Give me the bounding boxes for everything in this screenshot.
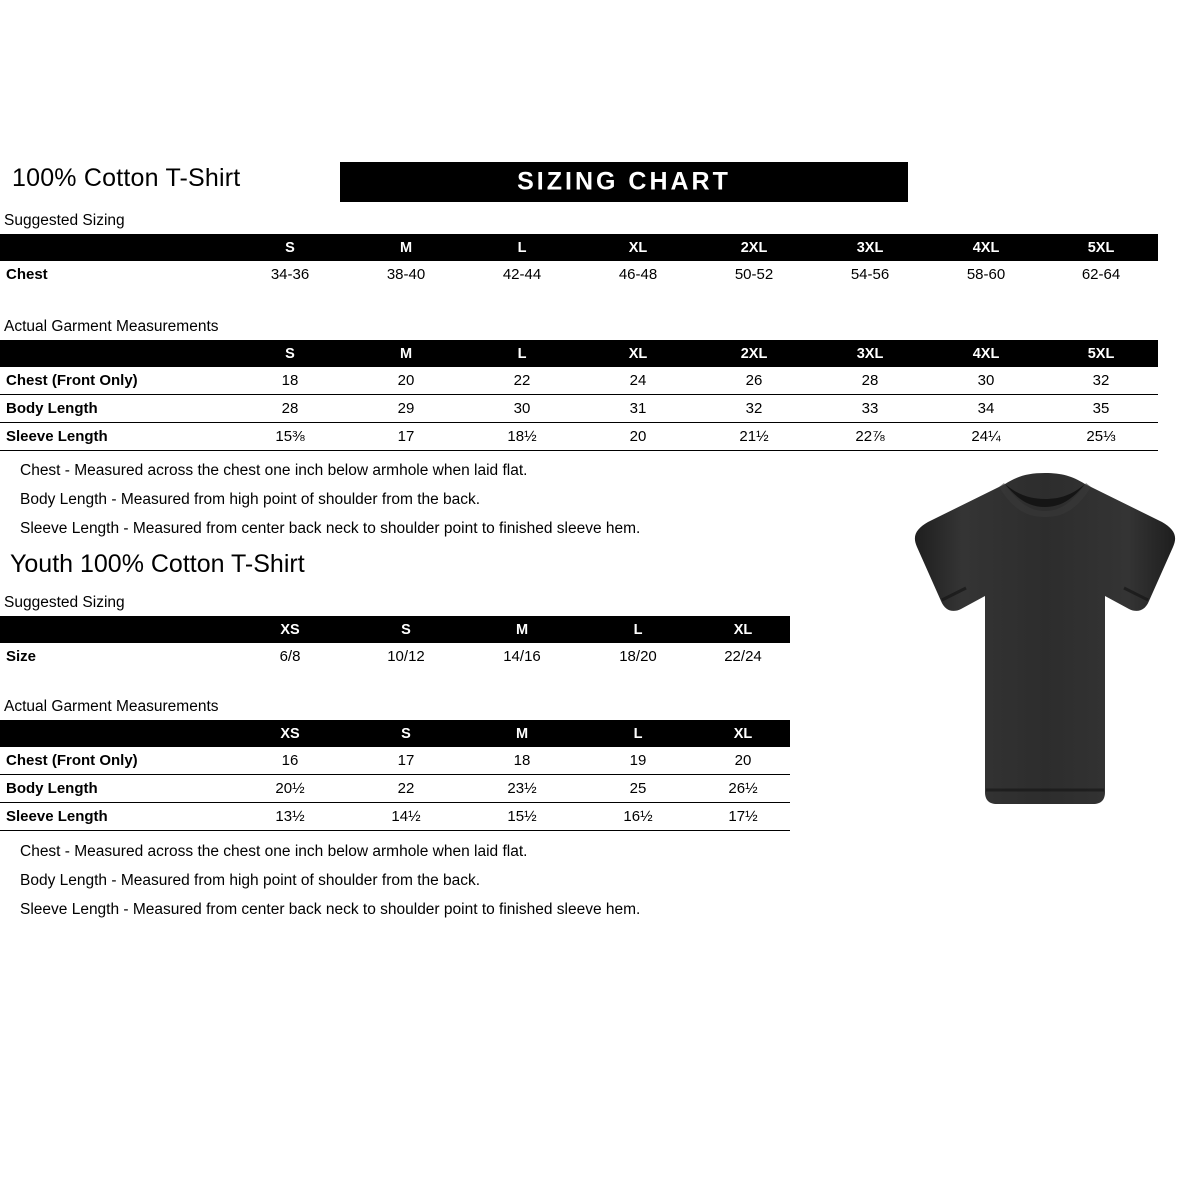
table-header-row [0, 720, 790, 747]
column-header: XL [733, 725, 753, 742]
table-row [0, 803, 790, 831]
cell-value: 32 [745, 400, 763, 417]
cell-value: 10/12 [387, 648, 425, 665]
cell-value: 20 [397, 372, 415, 389]
youth-note-chest: Chest - Measured across the chest one inch below armhole when laid flat. [20, 843, 528, 860]
table-row [0, 423, 1158, 451]
cell-value: 54-56 [850, 266, 890, 283]
cell-value: 17 [397, 428, 415, 445]
cell-value: 20 [629, 428, 647, 445]
cell-value: 34 [977, 400, 995, 417]
cell-value: 30 [513, 400, 531, 417]
youth-note-body-length: Body Length - Measured from high point of shoulder from the back. [20, 872, 481, 889]
table-header-row [0, 616, 790, 643]
cell-value: 6/8 [279, 648, 301, 665]
cell-value: 25⅓ [1086, 428, 1116, 445]
cell-value: 28 [281, 400, 299, 417]
row-label: Body Length [6, 400, 98, 417]
cell-value: 38-40 [386, 266, 426, 283]
youth-actual-measurements-label: Actual Garment Measurements [4, 698, 219, 715]
adult-section-title: 100% Cotton T-Shirt [12, 164, 241, 192]
cell-value: 17½ [728, 808, 758, 825]
cell-value: 18 [513, 752, 531, 769]
cell-value: 15⅜ [275, 428, 305, 445]
cell-value: 16½ [623, 808, 653, 825]
adult-note-sleeve-length: Sleeve Length - Measured from center back neck to shoulder point to finished sleeve hem. [20, 520, 641, 537]
youth-note-sleeve-length: Sleeve Length - Measured from center back neck to shoulder point to finished sleeve hem. [20, 901, 641, 918]
column-header: XS [280, 621, 300, 638]
row-label: Chest (Front Only) [6, 752, 138, 769]
column-header: L [633, 725, 643, 742]
sizing-chart-banner-title: SIZING CHART [517, 167, 731, 196]
cell-value: 33 [861, 400, 879, 417]
column-header: S [401, 725, 411, 742]
cell-value: 29 [397, 400, 415, 417]
cell-value: 24 [629, 372, 647, 389]
column-header: XL [628, 239, 648, 256]
column-header: 3XL [856, 239, 884, 256]
cell-value: 14½ [391, 808, 421, 825]
column-header [0, 234, 232, 261]
column-header: XL [628, 345, 648, 362]
youth-suggested-sizing-table [0, 616, 790, 670]
adult-suggested-sizing-label: Suggested Sizing [4, 212, 125, 229]
table-row [0, 643, 790, 670]
column-header: M [399, 239, 413, 256]
cell-value: 20½ [275, 780, 305, 797]
column-header [0, 616, 232, 643]
cell-value: 35 [1092, 400, 1110, 417]
cell-value: 24¼ [971, 428, 1001, 445]
cell-value: 21½ [739, 428, 769, 445]
tshirt-image [900, 470, 1190, 810]
cell-value: 23½ [507, 780, 537, 797]
row-label: Chest (Front Only) [6, 372, 138, 389]
cell-value: 20 [734, 752, 752, 769]
cell-value: 28 [861, 372, 879, 389]
column-header: L [517, 345, 527, 362]
cell-value: 46-48 [618, 266, 658, 283]
column-header: M [515, 621, 529, 638]
cell-value: 22⅞ [855, 428, 885, 445]
column-header [0, 340, 232, 367]
cell-value: 17 [397, 752, 415, 769]
youth-suggested-sizing-label: Suggested Sizing [4, 594, 125, 611]
column-header: S [285, 345, 295, 362]
column-header: L [633, 621, 643, 638]
cell-value: 62-64 [1081, 266, 1121, 283]
cell-value: 15½ [507, 808, 537, 825]
cell-value: 26 [745, 372, 763, 389]
column-header [0, 720, 232, 747]
column-header: S [401, 621, 411, 638]
cell-value: 18 [281, 372, 299, 389]
column-header: 5XL [1087, 239, 1115, 256]
cell-value: 14/16 [503, 648, 541, 665]
cell-value: 16 [281, 752, 299, 769]
cell-value: 30 [977, 372, 995, 389]
cell-value: 25 [629, 780, 647, 797]
adult-actual-measurements-table [0, 340, 1158, 451]
cell-value: 22/24 [724, 648, 762, 665]
column-header: XS [280, 725, 300, 742]
table-row [0, 747, 790, 775]
cell-value: 22 [397, 780, 415, 797]
cell-value: 18/20 [619, 648, 657, 665]
table-row [0, 367, 1158, 395]
column-header: 4XL [972, 239, 1000, 256]
column-header: XL [733, 621, 753, 638]
row-label: Sleeve Length [6, 428, 108, 445]
cell-value: 22 [513, 372, 531, 389]
row-label: Sleeve Length [6, 808, 108, 825]
youth-section-title: Youth 100% Cotton T-Shirt [10, 550, 305, 578]
column-header: M [515, 725, 529, 742]
table-row [0, 261, 1158, 288]
youth-actual-measurements-table [0, 720, 790, 831]
cell-value: 34-36 [270, 266, 310, 283]
column-header: 2XL [740, 345, 768, 362]
adult-suggested-sizing-table [0, 234, 1158, 288]
cell-value: 50-52 [734, 266, 774, 283]
cell-value: 18½ [507, 428, 537, 445]
cell-value: 42-44 [502, 266, 542, 283]
table-row [0, 775, 790, 803]
cell-value: 13½ [275, 808, 305, 825]
column-header: M [399, 345, 413, 362]
adult-actual-measurements-label: Actual Garment Measurements [4, 318, 219, 335]
sizing-chart-banner [340, 162, 908, 202]
row-label: Body Length [6, 780, 98, 797]
adult-note-chest: Chest - Measured across the chest one inch below armhole when laid flat. [20, 462, 528, 479]
table-row [0, 395, 1158, 423]
column-header: 4XL [972, 345, 1000, 362]
cell-value: 31 [629, 400, 647, 417]
cell-value: 58-60 [966, 266, 1006, 283]
cell-value: 26½ [728, 780, 758, 797]
row-label: Size [6, 648, 37, 665]
column-header: 3XL [856, 345, 884, 362]
cell-value: 32 [1092, 372, 1110, 389]
table-header-row [0, 234, 1158, 261]
column-header: 5XL [1087, 345, 1115, 362]
adult-note-body-length: Body Length - Measured from high point of shoulder from the back. [20, 491, 481, 508]
table-header-row [0, 340, 1158, 367]
column-header: S [285, 239, 295, 256]
column-header: L [517, 239, 527, 256]
cell-value: 19 [629, 752, 647, 769]
row-label: Chest [6, 266, 48, 283]
column-header: 2XL [740, 239, 768, 256]
